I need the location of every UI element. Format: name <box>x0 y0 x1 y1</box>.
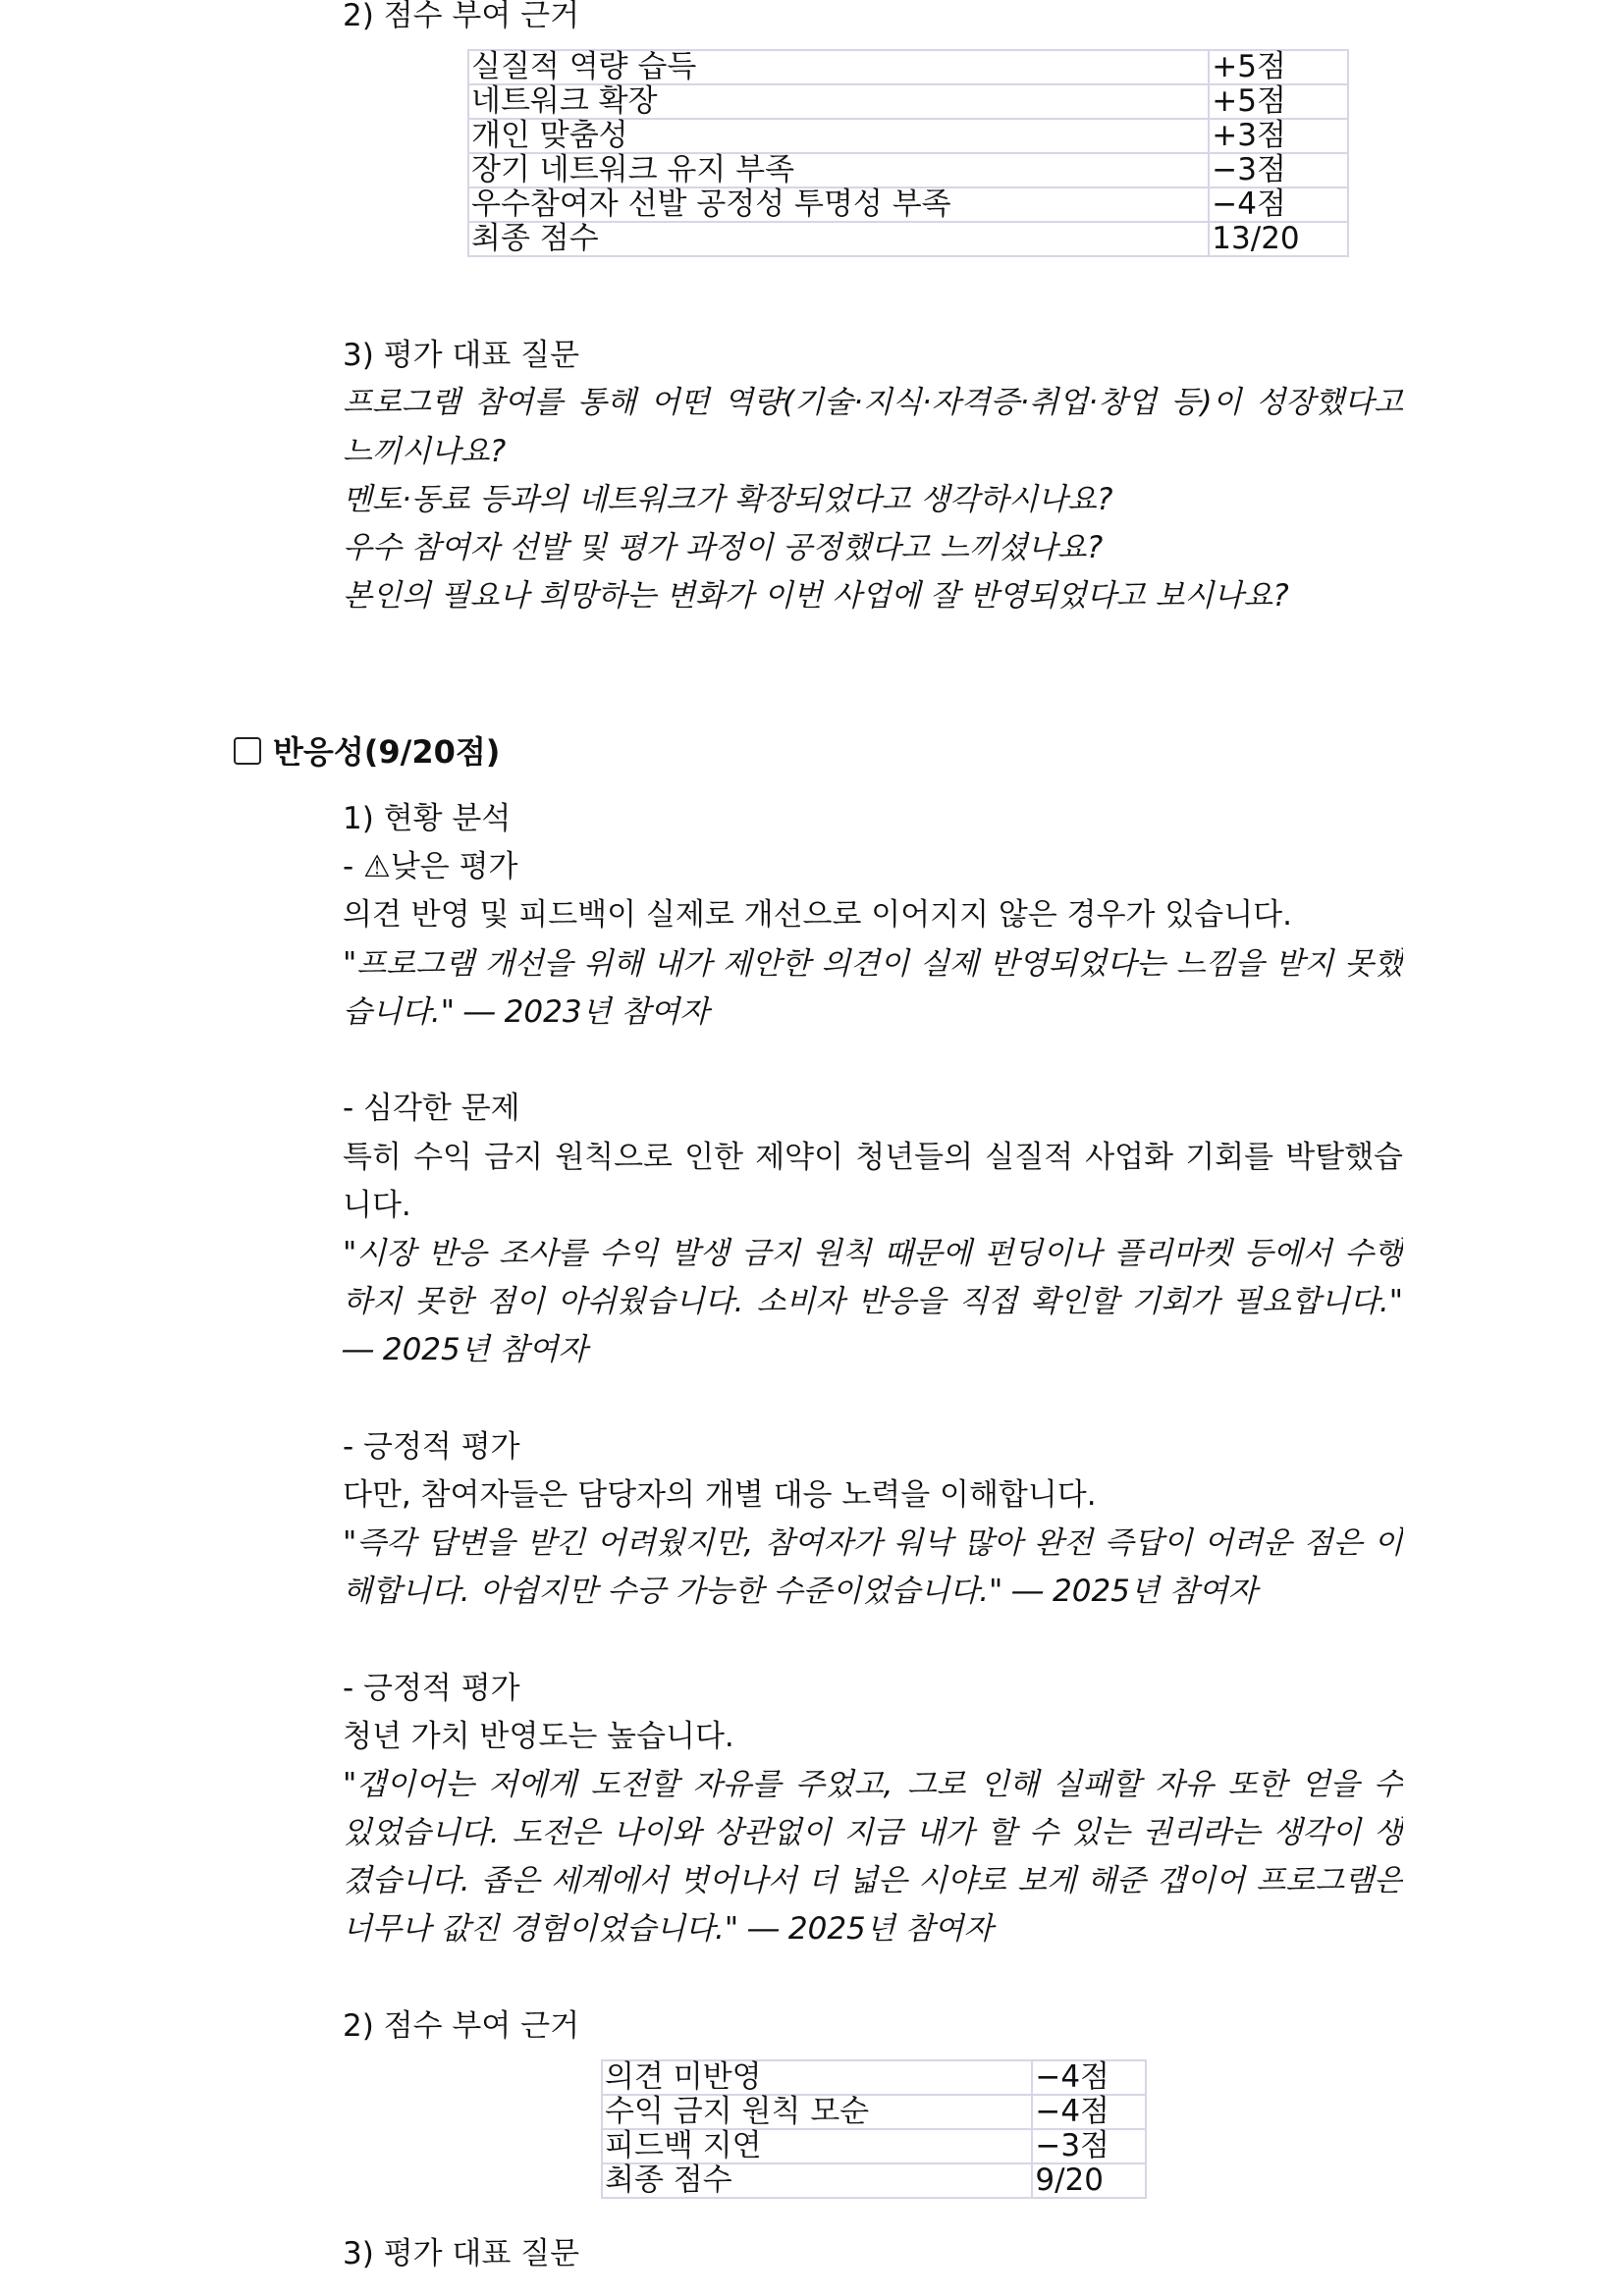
table-cell-item: 실질적 역량 습득 <box>468 50 1209 84</box>
table-cell-item: 우수참여자 선발 공정성 투명성 부족 <box>468 187 1209 222</box>
question-line: 본인의 필요나 희망하는 변화가 이번 사업에 잘 반영되었다고 보시나요? <box>343 578 1289 614</box>
question-line: 우수 참여자 선발 및 평가 과정이 공정했다고 느끼셨나요? <box>343 530 1104 565</box>
quote-line: 습니다." ― 2023년 참여자 <box>343 994 710 1030</box>
quote-line: "갭이어는 저에게 도전할 자유를 주었고, 그로 인해 실패할 자유 또한 얻을 수 <box>343 1767 1403 1802</box>
table-row <box>602 2129 1146 2163</box>
questions-label: 3) 평가 대표 질문 <box>343 2236 580 2271</box>
score-basis-label: 2) 점수 부여 근거 <box>343 2008 580 2044</box>
table-row <box>602 2095 1146 2129</box>
score-table-2 <box>601 2059 1147 2199</box>
quote-line: "즉각 답변을 받긴 어려웠지만, 참여자가 워낙 많아 완전 즉답이 어려운 점은 이 <box>343 1525 1403 1561</box>
quote-line: "프로그램 개선을 위해 내가 제안한 의견이 실제 반영되었다는 느낌을 받지 못했 <box>343 946 1403 982</box>
table-row <box>468 222 1348 256</box>
table-row <box>602 2163 1146 2198</box>
score-table-1 <box>467 49 1349 257</box>
section-heading <box>234 730 500 774</box>
table-cell-score: −3점 <box>1032 2129 1146 2163</box>
table-cell-item: 네트워크 확장 <box>468 84 1209 119</box>
quote-line: 해합니다. 아쉽지만 수긍 가능한 수준이었습니다." ― 2025년 참여자 <box>343 1574 1258 1609</box>
questions-label: 3) 평가 대표 질문 <box>343 338 580 373</box>
serious-text: 특히 수익 금지 원칙으로 인한 제약이 청년들의 실질적 사업화 기회를 박탈했습 <box>343 1140 1403 1175</box>
table-cell-score: −4점 <box>1032 2060 1146 2095</box>
quote-line: 있었습니다. 도전은 나이와 상관없이 지금 내가 할 수 있는 권리라는 생각이 생 <box>343 1815 1403 1850</box>
table-cell-item: 장기 네트워크 유지 부족 <box>468 153 1209 187</box>
status-label: 1) 현황 분석 <box>343 801 512 836</box>
positive-text: 청년 가치 반영도는 높습니다. <box>343 1719 734 1754</box>
checkbox-icon <box>234 737 261 765</box>
table-cell-item: 최종 점수 <box>602 2163 1032 2198</box>
table-cell-score: −4점 <box>1209 187 1348 222</box>
table-row <box>468 84 1348 119</box>
table-cell-item: 의견 미반영 <box>602 2060 1032 2095</box>
score-basis-label: 2) 점수 부여 근거 <box>343 0 580 33</box>
question-line: 멘토·동료 등과의 네트워크가 확장되었다고 생각하시나요? <box>343 482 1113 517</box>
table-row <box>468 153 1348 187</box>
low-eval-label: - ⚠낮은 평가 <box>343 849 518 884</box>
table-row <box>468 50 1348 84</box>
quote-line: ― 2025년 참여자 <box>343 1332 588 1367</box>
section-heading-text: 반응성(9/20점) <box>273 733 501 771</box>
table-cell-item: 개인 맞춤성 <box>468 119 1209 153</box>
serious-label: - 심각한 문제 <box>343 1091 520 1126</box>
table-row <box>602 2060 1146 2095</box>
question-line: 느끼시나요? <box>343 434 507 469</box>
table-cell-score: +5점 <box>1209 50 1348 84</box>
question-line: 프로그램 참여를 통해 어떤 역량(기술·지식·자격증·취업·창업 등)이 성장했다고 <box>343 385 1403 420</box>
quote-line: 너무나 값진 경험이었습니다." ― 2025년 참여자 <box>343 1911 994 1947</box>
positive-label: - 긍정적 평가 <box>343 1429 520 1465</box>
table-cell-score: −4점 <box>1032 2095 1146 2129</box>
table-cell-score: 13/20 <box>1209 222 1348 256</box>
table-row <box>468 187 1348 222</box>
quote-line: 하지 못한 점이 아쉬웠습니다. 소비자 반응을 직접 확인할 기회가 필요합니다." <box>343 1284 1403 1319</box>
positive-text: 다만, 참여자들은 담당자의 개별 대응 노력을 이해합니다. <box>343 1477 1097 1513</box>
table-cell-score: −3점 <box>1209 153 1348 187</box>
quote-line: 겼습니다. 좁은 세계에서 벗어나서 더 넓은 시야로 보게 해준 갭이어 프로그램은 <box>343 1863 1403 1898</box>
positive-label: - 긍정적 평가 <box>343 1671 520 1706</box>
table-cell-score: +3점 <box>1209 119 1348 153</box>
table-row <box>468 119 1348 153</box>
table-cell-score: +5점 <box>1209 84 1348 119</box>
low-eval-text: 의견 반영 및 피드백이 실제로 개선으로 이어지지 않은 경우가 있습니다. <box>343 897 1292 933</box>
table-cell-score: 9/20 <box>1032 2163 1146 2198</box>
serious-text: 니다. <box>343 1188 411 1223</box>
table-cell-item: 최종 점수 <box>468 222 1209 256</box>
table-cell-item: 수익 금지 원칙 모순 <box>602 2095 1032 2129</box>
quote-line: "시장 반응 조사를 수익 발생 금지 원칙 때문에 펀딩이나 플리마켓 등에서 수행 <box>343 1236 1403 1271</box>
table-cell-item: 피드백 지연 <box>602 2129 1032 2163</box>
